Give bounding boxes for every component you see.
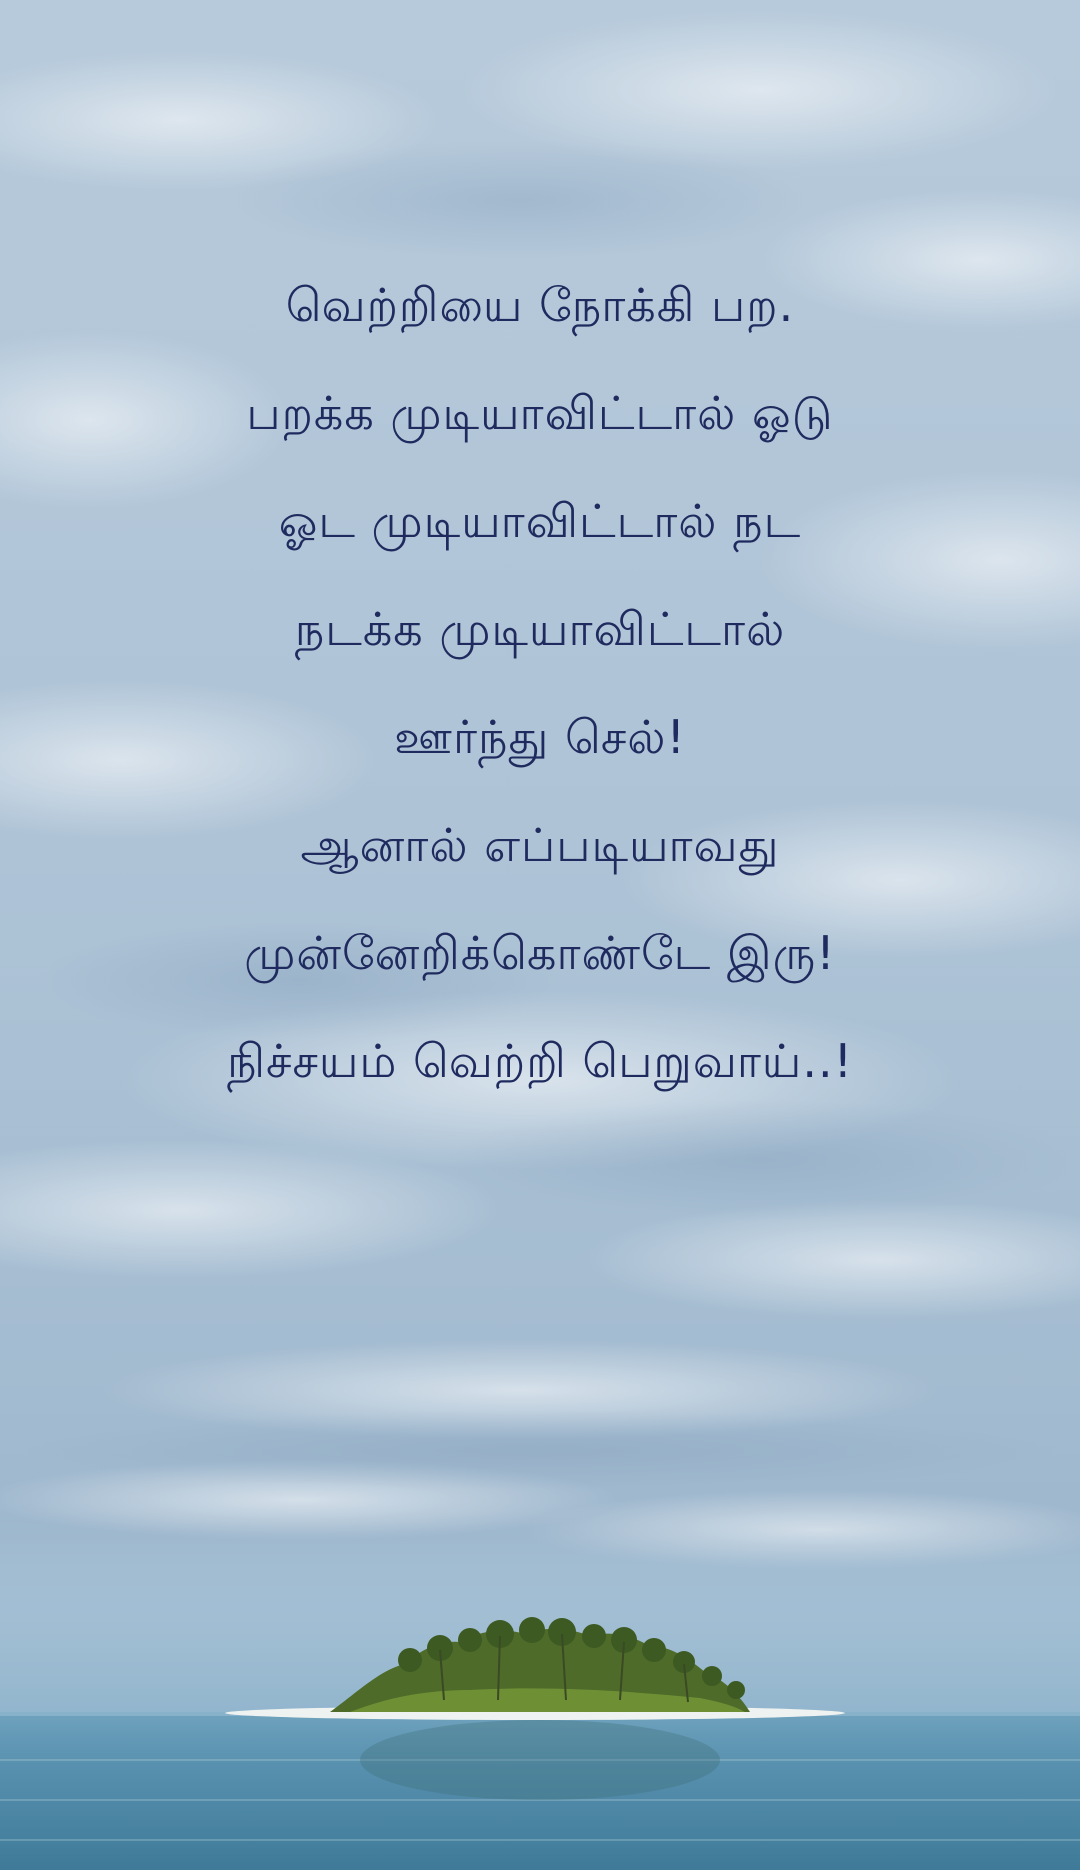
quote-text-block	[0, 255, 1080, 1119]
quote-line-2: பறக்க முடியாவிட்டால் ஓடு	[246, 386, 834, 440]
quote-line-1: வெற்றியை நோக்கி பற.	[285, 278, 795, 332]
quote-line-3: ஓட முடியாவிட்டால் நட	[278, 494, 802, 548]
quote-line-4: நடக்க முடியாவிட்டால்	[294, 602, 786, 656]
quote-line-8: நிச்சயம் வெற்றி பெறுவாய்..!	[226, 1034, 854, 1088]
quote-line-5: ஊர்ந்து செல்!	[394, 710, 686, 764]
quote-line-6: ஆனால் எப்படியாவது	[300, 818, 780, 872]
quote-line-7: முன்னேறிக்கொண்டே இரு!	[244, 926, 836, 980]
